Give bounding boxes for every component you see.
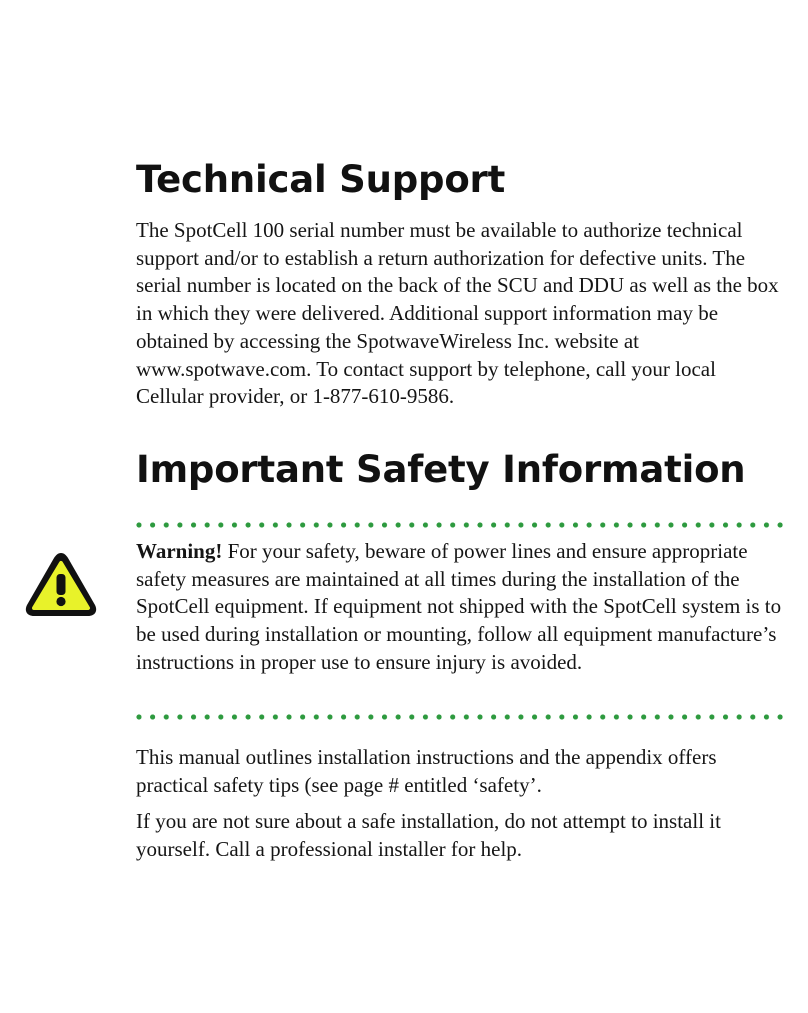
technical-support-body: The SpotCell 100 serial number must be available to authorize technical support and/or to establish a return authorization for defective units. The serial number is located on the back of the SCU and DDU as well as the box in which they were delivered. Additional support information may be obtained by accessing the SpotwaveWireless Inc. website at www.spotwave.com. To contact support by telephone, call your local Cellular provider, or 1-877-610-9586. bbox=[136, 218, 779, 409]
installer-advice-paragraph: If you are not sure about a safe installation, do not attempt to install it yourself. Call a professional installer for help. bbox=[136, 809, 721, 861]
safety-heading: Important Safety Information bbox=[136, 448, 746, 491]
warning-label: Warning! bbox=[136, 539, 223, 563]
manual-outline-paragraph: This manual outlines installation instructions and the appendix offers practical safety tips (see page # entitled ‘safety’. bbox=[136, 745, 717, 797]
warning-triangle-icon bbox=[22, 548, 100, 620]
technical-support-heading: Technical Support bbox=[136, 158, 506, 201]
divider-bottom bbox=[136, 714, 788, 720]
warning-text: For your safety, beware of power lines and ensure appropriate safety measures are maintained at all times during the installation of the SpotCell equipment. If equipment not shipped with the SpotCell system is to be used during installation or mounting, follow all equipment manufacture’s instructions in proper use to ensure injury is avoided. bbox=[136, 539, 782, 674]
divider-top bbox=[136, 522, 788, 528]
warning-paragraph bbox=[136, 538, 788, 677]
